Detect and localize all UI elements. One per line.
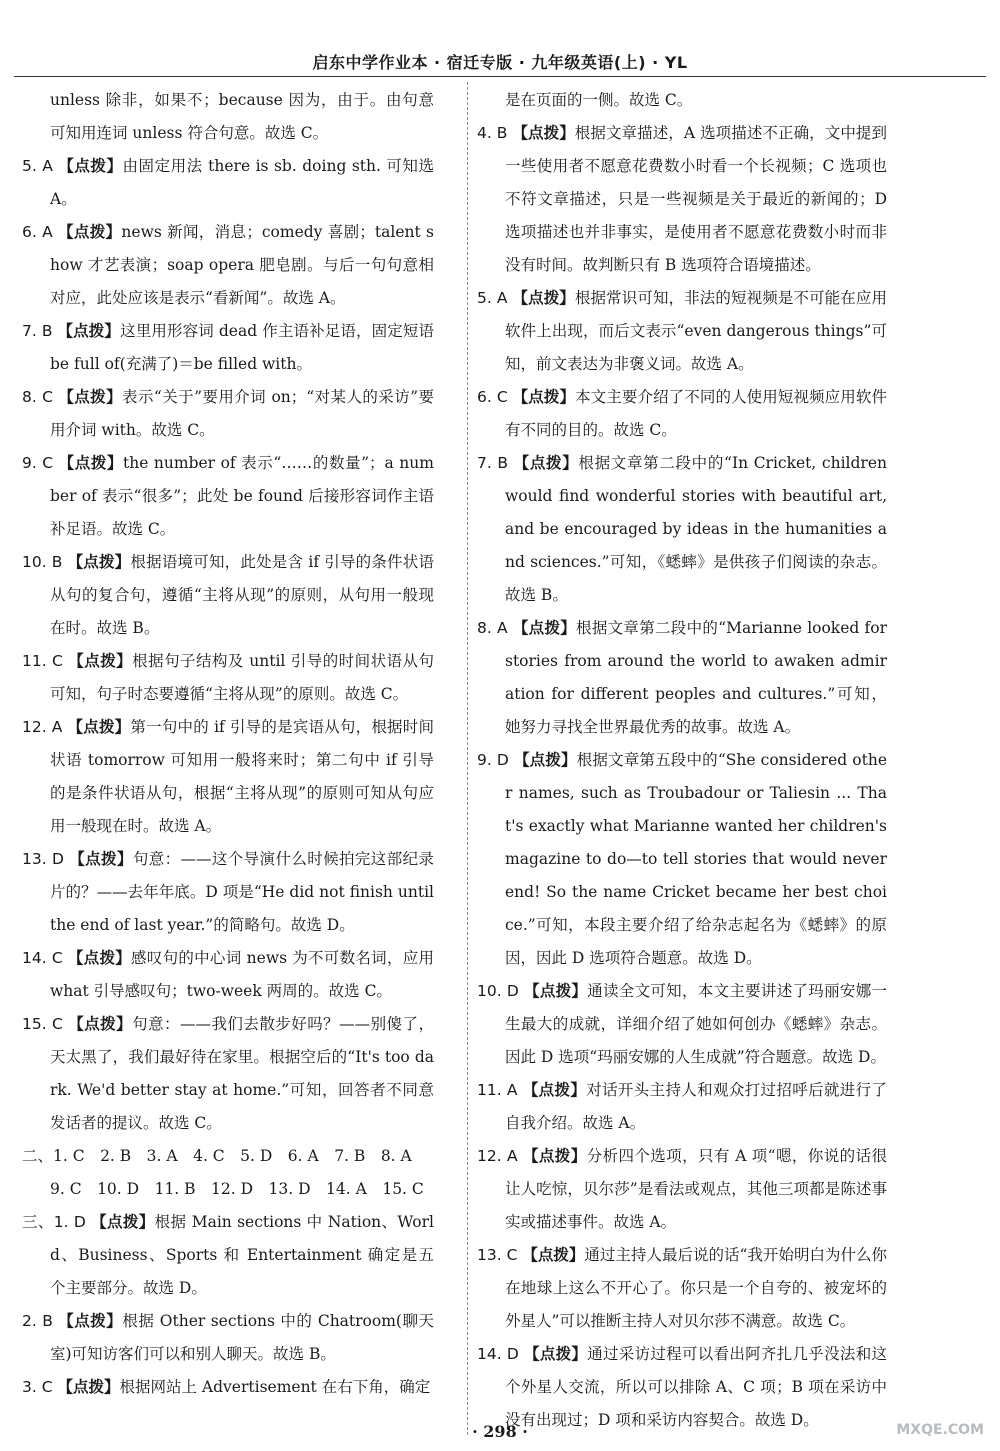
answer-item (22, 447, 434, 546)
answer-number: 6. C (477, 388, 508, 406)
answer-text: 根据 Other sections 中的 Chatroom(聊天室)可知访客们可以和别人聊天。故选 B。 (50, 1312, 434, 1363)
hint-tag: 【点拨】 (522, 1081, 587, 1099)
answer-text: news 新闻，消息；comedy 喜剧；talent show 才艺表演；soap opera 肥皂剧。与后一句句意相对应，此处应该是表示“看新闻”。故选 A。 (50, 223, 434, 307)
column-divider (467, 82, 468, 1435)
answer-number: 15. C (22, 1015, 63, 1033)
answer-item (477, 117, 887, 282)
answer-text: 根据文章描述，A 选项描述不正确，文中提到一些使用者不愿意花费数小时看一个长视频；C 选项也不符文章描述，只是一些视频是关于最近的新闻的；D 选项描述也并非事实，是使用者不愿意花费数小时而非没有时间。故判断只有 B 选项符合语境描述。 (505, 124, 887, 274)
answer-item (22, 1206, 434, 1305)
answer-number: 9. C (22, 454, 54, 472)
answer-number: 3. C (22, 1378, 53, 1396)
answer-text: 句意：——我们去散步好吗？——别傻了，天太黑了，我们最好待在家里。根据空后的“It's too dark. We'd better stay at home.”可知，回答者不同意发话者的提议。故选 C。 (50, 1015, 434, 1132)
page-number: · 298 · (472, 1422, 528, 1441)
answer-item (477, 744, 887, 975)
answer-item (22, 1008, 434, 1140)
answer-item (22, 1140, 434, 1173)
watermark: MXQE.COM (896, 1422, 984, 1438)
answer-item (477, 1074, 887, 1140)
hint-tag: 【点拨】 (524, 1345, 588, 1363)
hint-tag: 【点拨】 (512, 289, 575, 307)
hint-tag: 【点拨】 (58, 157, 123, 175)
answer-item (22, 315, 434, 381)
answer-number: 2. B (22, 1312, 53, 1330)
answer-number: 11. A (477, 1081, 518, 1099)
answer-number: 9. D (477, 751, 509, 769)
hint-tag: 【点拨】 (522, 1147, 587, 1165)
answer-item (22, 843, 434, 942)
answer-number: 5. A (477, 289, 508, 307)
answer-text: 根据句子结构及 until 引导的时间状语从句可知，句子时态要遵循“主将从现”的原则。故选 C。 (50, 652, 434, 703)
answer-item (477, 1140, 887, 1239)
hint-tag: 【点拨】 (512, 124, 575, 142)
answer-number: 8. C (22, 388, 53, 406)
answer-text: 表示“关于”要用介词 on；“对某人的采访”要用介词 with。故选 C。 (50, 388, 434, 439)
answer-item (477, 975, 887, 1074)
hint-tag: 【点拨】 (57, 322, 121, 340)
answer-number: 4. B (477, 124, 508, 142)
answer-item (477, 381, 887, 447)
answer-item (22, 1305, 434, 1371)
hint-tag: 【点拨】 (68, 1015, 133, 1033)
hint-tag: 【点拨】 (67, 553, 131, 571)
answer-text: 句意：——这个导演什么时候拍完这部纪录片的？——去年年底。D 项是“He did not finish until the end of last year.”的简略句。故选 D。 (50, 850, 434, 934)
answer-number: 11. C (22, 652, 63, 670)
answer-text: 通过主持人最后说的话“我开始明白为什么你在地球上这么不开心了。你只是一个自夸的、被宠坏的外星人”可以推断主持人对贝尔莎不满意。故选 C。 (505, 1246, 887, 1330)
hint-tag: 【点拨】 (513, 751, 577, 769)
answer-text: 通过采访过程可以看出阿齐扎几乎没法和这个外星人交流，所以可以排除 A、C 项；B 项在采访中没有出现过；D 项和采访内容契合。故选 D。 (505, 1345, 887, 1429)
hint-tag: 【点拨】 (58, 454, 124, 472)
answer-item (477, 612, 887, 744)
answer-text: 通读全文可知，本文主要讲述了玛丽安娜一生最大的成就，详细介绍了她如何创办《蟋蟀》杂志。因此 D 选项“玛丽安娜的人生成就”符合题意。故选 D。 (505, 982, 887, 1066)
answer-text: 根据语境可知，此处是含 if 引导的条件状语从句的复合句，遵循“主将从现”的原则，从句用一般现在时。故选 B。 (50, 553, 434, 637)
answer-text: 根据文章第二段中的“In Cricket, children would find wonderful stories with beautiful art, and be encouraged by ideas in the humanities and sciences.”可知，《蟋蟀》是供孩子们阅读的杂志。故选 B。 (505, 454, 887, 604)
hint-tag: 【点拨】 (68, 652, 133, 670)
answer-text: 由固定用法 there is sb. doing sth. 可知选 A。 (50, 157, 434, 208)
hint-tag: 【点拨】 (524, 982, 588, 1000)
answer-number: 13. D (22, 850, 64, 868)
answer-item (22, 546, 434, 645)
answer-number: 6. A (22, 223, 53, 241)
header-rule (14, 76, 986, 77)
hint-tag: 【点拨】 (512, 388, 576, 406)
answer-text: 感叹句的中心词 news 为不可数名词，应用 what 引导感叹句；two-week 两周的。故选 C。 (50, 949, 434, 1000)
hint-tag: 【点拨】 (67, 718, 131, 736)
answer-text: 根据文章第二段中的“Marianne looked for stories from around the world to awaken admiration for different peoples and cultures.”可知，她努力寻找全世界最优秀的故事。故选 A。 (505, 619, 887, 736)
hint-tag: 【点拨】 (57, 223, 122, 241)
hint-tag: 【点拨】 (58, 1312, 123, 1330)
right-column (477, 84, 887, 1437)
answer-number: 10. B (22, 553, 63, 571)
answer-item (477, 447, 887, 612)
answer-item (22, 381, 434, 447)
answer-text: 9. C 10. D 11. B 12. D 13. D 14. A 15. C (50, 1180, 424, 1198)
answer-item (22, 711, 434, 843)
answer-text: 根据 Main sections 中 Nation、World、Business、Sports 和 Entertainment 确定是五个主要部分。故选 D。 (50, 1213, 434, 1297)
answer-number: 7. B (22, 322, 53, 340)
answer-item (22, 84, 434, 150)
answer-text: 根据网站上 Advertisement 在右下角，确定 (119, 1378, 431, 1396)
answer-item (22, 216, 434, 315)
answer-text: 分析四个选项，只有 A 项“嗯，你说的话很让人吃惊，贝尔莎”是看法或观点，其他三项都是陈述事实或描述事件。故选 A。 (505, 1147, 887, 1231)
answer-text: 是在页面的一侧。故选 C。 (505, 91, 693, 109)
left-column (22, 84, 434, 1404)
answer-text: 第一句中的 if 引导的是宾语从句，根据时间状语 tomorrow 可知用一般将来时；第二句中 if 引导的是条件状语从句，根据“主将从现”的原则可知从句应用一般现在时。故选 A。 (50, 718, 434, 835)
answer-number: 10. D (477, 982, 519, 1000)
answer-item (22, 942, 434, 1008)
answer-number: 12. A (22, 718, 63, 736)
answer-number: 8. A (477, 619, 508, 637)
answer-text: the number of 表示“……的数量”；a number of 表示“很多”；此处 be found 后接形容词作主语补足语。故选 C。 (50, 454, 434, 538)
hint-tag: 【点拨】 (512, 619, 577, 637)
answer-number: 12. A (477, 1147, 518, 1165)
answer-text: 根据常识可知，非法的短视频是不可能在应用软件上出现，而后文表示“even dangerous things”可知，前文表达为非褒义词。故选 A。 (505, 289, 887, 373)
answer-item (22, 645, 434, 711)
hint-tag: 【点拨】 (513, 454, 579, 472)
answer-number: 13. C (477, 1246, 518, 1264)
answer-item (477, 282, 887, 381)
answer-number: 三、1. D (22, 1213, 86, 1231)
hint-tag: 【点拨】 (57, 1378, 120, 1396)
answer-item (22, 1371, 434, 1404)
answer-number: 7. B (477, 454, 509, 472)
answer-number: 14. D (477, 1345, 519, 1363)
answer-text: 本文主要介绍了不同的人使用短视频应用软件有不同的目的。故选 C。 (505, 388, 887, 439)
hint-tag: 【点拨】 (58, 388, 123, 406)
hint-tag: 【点拨】 (91, 1213, 155, 1231)
answer-item (22, 150, 434, 216)
answer-item (22, 1173, 434, 1206)
answer-text: unless 除非，如果不；because 因为，由于。由句意可知用连词 unless 符合句意。故选 C。 (50, 91, 434, 142)
answer-text: 这里用形容词 dead 作主语补足语，固定短语 be full of(充满了)＝be filled with。 (50, 322, 434, 373)
hint-tag: 【点拨】 (67, 949, 132, 967)
answer-text: 二、1. C 2. B 3. A 4. C 5. D 6. A 7. B 8. A (22, 1147, 412, 1165)
answer-number: 5. A (22, 157, 53, 175)
answer-text: 根据文章第五段中的“She considered other names, such as Troubadour or Taliesin ... That's exactly what Marianne wanted her children's magazine to do—to tell stories that would never end! So the name Cricket became her best choice.”可知，本段主要介绍了给杂志起名为《蟋蟀》的原因，因此 D 选项符合题意。故选 D。 (505, 751, 887, 967)
answer-item (477, 84, 887, 117)
answer-text: 对话开头主持人和观众打过招呼后就进行了自我介绍。故选 A。 (505, 1081, 887, 1132)
running-header: 启东中学作业本 · 宿迁专版 · 九年级英语(上) · YL (312, 53, 688, 72)
hint-tag: 【点拨】 (522, 1246, 585, 1264)
hint-tag: 【点拨】 (69, 850, 133, 868)
answer-number: 14. C (22, 949, 63, 967)
answer-item (477, 1239, 887, 1338)
